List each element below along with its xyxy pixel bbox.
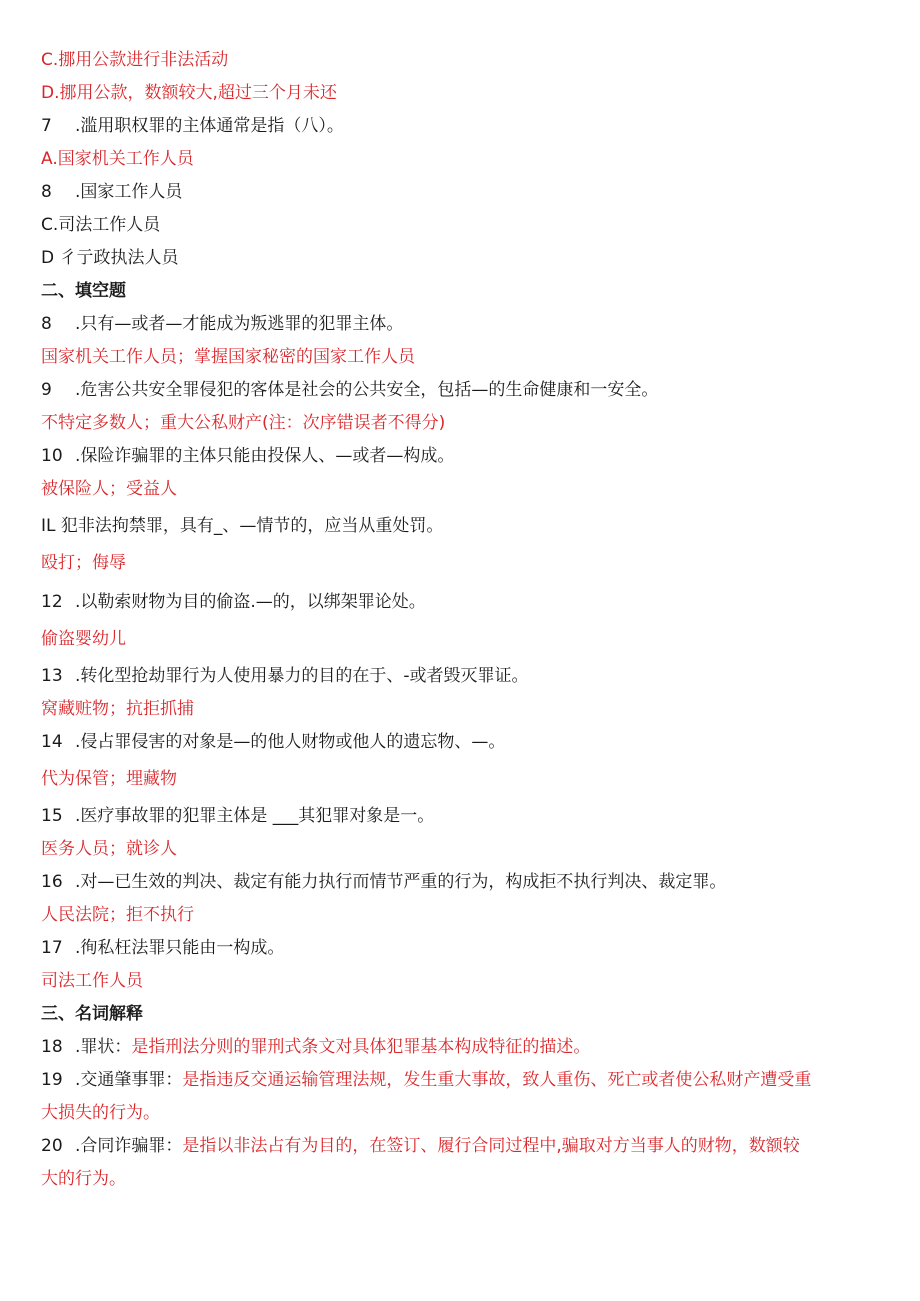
option-number: 8: [41, 182, 52, 202]
question-9: [41, 374, 886, 407]
question-number: 12: [41, 592, 63, 612]
option-b: [41, 176, 886, 209]
answer-16: 人民法院；拒不执行: [41, 905, 194, 925]
question-text: .只有—或者—才能成为叛逃罪的犯罪主体。: [75, 314, 404, 334]
question-number: 14: [41, 732, 63, 752]
section-heading-fill-blank: 二、填空题: [41, 281, 126, 301]
question-text: .对—已生效的判决、裁定有能力执行而情节严重的行为，构成拒不执行判决、裁定罪。: [75, 872, 727, 892]
option-c: C.挪用公款进行非法活动: [41, 50, 229, 70]
definition-20-continued: 大的行为。: [41, 1169, 126, 1189]
question-text: .转化型抢劫罪行为人使用暴力的目的在于、-或者毁灭罪证。: [75, 666, 529, 686]
answer-13: 窝藏赃物；抗拒抓捕: [41, 699, 194, 719]
answer-17: 司法工作人员: [41, 971, 143, 991]
definition-term: .交通肇事罪：: [75, 1070, 183, 1090]
question-text: .以勒索财物为目的偷盗.—的，以绑架罪论处。: [75, 592, 426, 612]
definition-19-continued: 大损失的行为。: [41, 1103, 160, 1123]
question-16: [41, 866, 886, 899]
section-heading-term-definitions: 三、名词解释: [41, 1004, 143, 1024]
question-text: .危害公共安全罪侵犯的客体是社会的公共安全，包括—的生命健康和一安全。: [75, 380, 659, 400]
answer-14: 代为保管；埋藏物: [41, 769, 177, 789]
answer-15: 医务人员；就诊人: [41, 839, 177, 859]
question-14: [41, 726, 886, 759]
option-text: .国家工作人员: [75, 182, 183, 202]
definition-text: 是指刑法分则的罪刑式条文对具体犯罪基本构成特征的描述。: [131, 1037, 591, 1057]
question-number: 10: [41, 446, 63, 466]
question-text: .保险诈骗罪的主体只能由投保人、—或者—构成。: [75, 446, 455, 466]
question-10: [41, 440, 886, 473]
question-number: 18: [41, 1037, 63, 1057]
question-text: .侵占罪侵害的对象是—的他人财物或他人的遗忘物、—。: [75, 732, 506, 752]
question-text: .徇私枉法罪只能由一构成。: [75, 938, 285, 958]
question-number: 20: [41, 1136, 63, 1156]
definition-19: [41, 1064, 886, 1097]
question-15: [41, 800, 886, 833]
answer-12: 偷盗婴幼儿: [41, 629, 126, 649]
answer-11: 殴打；侮辱: [41, 553, 126, 573]
question-11: IL 犯非法拘禁罪，具有_、—情节的，应当从重处罚。: [41, 516, 444, 536]
question-number: 13: [41, 666, 63, 686]
question-number: 17: [41, 938, 63, 958]
answer-10: 被保险人；受益人: [41, 479, 177, 499]
question-17: [41, 932, 886, 965]
question-number: 15: [41, 806, 63, 826]
document-page: [41, 44, 886, 1196]
question-12: [41, 586, 886, 619]
definition-text: 是指违反交通运输管理法规，发生重大事故，致人重伤、死亡或者使公私财产遭受重: [182, 1070, 812, 1090]
answer-8: 国家机关工作人员；掌握国家秘密的国家工作人员: [41, 347, 415, 367]
question-number: 9: [41, 380, 52, 400]
definition-term: .罪状：: [75, 1037, 132, 1057]
definition-term: .合同诈骗罪：: [75, 1136, 183, 1156]
option-c-2: C.司法工作人员: [41, 215, 161, 235]
question-8: [41, 308, 886, 341]
question-7: [41, 110, 886, 143]
definition-20: [41, 1130, 886, 1163]
question-text: .滥用职权罪的主体通常是指（八）。: [75, 116, 344, 136]
answer-9: 不特定多数人；重大公私财产(注：次序错误者不得分): [41, 413, 446, 433]
question-number: 7: [41, 116, 52, 136]
question-text: .医疗事故罪的犯罪主体是 ___其犯罪对象是一。: [75, 806, 435, 826]
option-d: D.挪用公款，数额较大,超过三个月未还: [41, 83, 337, 103]
option-a: A.国家机关工作人员: [41, 149, 194, 169]
question-number: 8: [41, 314, 52, 334]
option-d-2: D 彳亍政执法人员: [41, 248, 179, 268]
question-13: [41, 660, 886, 693]
definition-text: 是指以非法占有为目的，在签订、履行合同过程中,骗取对方当事人的财物，数额较: [182, 1136, 800, 1156]
definition-18: [41, 1031, 886, 1064]
question-number: 16: [41, 872, 63, 892]
question-number: 19: [41, 1070, 63, 1090]
